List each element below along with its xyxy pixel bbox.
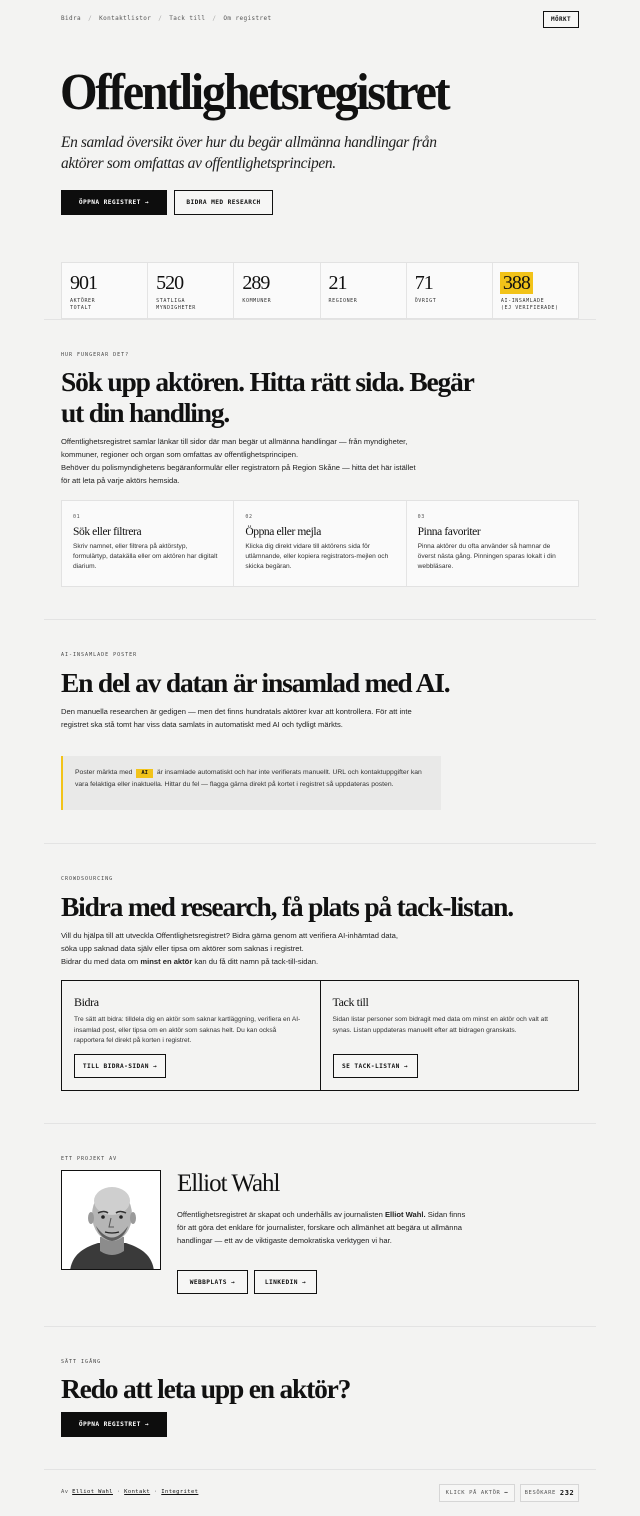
card-text: Tre sätt att bidra: tilldela dig en aktör som saknar kartläggning, verifiera en AI-insamlad post, eller tipsa om en aktör som saknas helt. Du kan också rapportera fel direkt på korten i registret. <box>74 1016 301 1044</box>
card-text: Sidan listar personer som bidragit med data om minst en aktör och valt att synas. Listan uppdateras manuellt efter att bidragen granskats. <box>332 1016 548 1034</box>
contribute-research-button[interactable]: BIDRA MED RESEARCH <box>174 190 273 215</box>
footer-dot: · <box>116 1489 121 1495</box>
hero-subtitle: En samlad översikt över hur du begär allmänna handlingar från aktörer som omfattas av offentlighetsprincipen. <box>61 134 437 172</box>
breadcrumb-kontaktlistor[interactable]: Kontaktlistor <box>99 15 152 22</box>
visitor-label: BESÖKARE <box>524 1490 556 1496</box>
footer-links <box>61 1489 198 1495</box>
crowd-text: Vill du hjälpa till att utveckla Offentlighetsregistret? Bidra gärna genom att verifiera AI-inhämtad data, söka upp saknad data själv eller tipsa om aktörer som saknas i registret. <box>61 931 398 953</box>
card-thanks <box>321 981 579 1090</box>
author-bio-name: Elliot Wahl. <box>384 1210 426 1219</box>
click-actor-counter <box>439 1484 515 1502</box>
footer-privacy-link[interactable]: Integritet <box>161 1489 199 1495</box>
footer-dot: · <box>153 1489 158 1495</box>
visitor-counter <box>520 1484 579 1502</box>
ai-badge: AI <box>136 769 153 778</box>
footer-contact-link[interactable]: Kontakt <box>124 1489 151 1495</box>
author-portrait <box>61 1170 161 1270</box>
breadcrumb-separator: / <box>212 15 217 22</box>
breadcrumb-tack-till[interactable]: Tack till <box>169 15 206 22</box>
breadcrumb <box>61 15 272 22</box>
open-registry-button[interactable]: ÖPPNA REGISTRET → <box>61 190 167 215</box>
stat-authorities <box>148 263 234 318</box>
steps-grid <box>61 500 579 587</box>
stat-value: 388 <box>500 272 533 294</box>
crowd-text-part: kan du få ditt namn på tack-till-sidan. <box>194 957 319 966</box>
stat-label: STATLIGA MYNDIGHETER <box>156 298 196 311</box>
visitor-value: 232 <box>559 1489 575 1497</box>
ai-notice <box>61 756 441 810</box>
stat-label: AKTÖRER TOTALT <box>70 298 96 311</box>
see-thanks-list-button[interactable]: SE TACK-LISTAN → <box>333 1054 418 1078</box>
step-number: 01 <box>73 514 81 520</box>
linkedin-button[interactable]: LINKEDIN → <box>254 1270 317 1294</box>
card-title: Tack till <box>332 995 369 1009</box>
step-title: Öppna eller mejla <box>245 526 321 538</box>
step-number: 03 <box>417 514 425 520</box>
stats-bar <box>61 262 579 319</box>
step-open <box>234 501 406 586</box>
divider <box>44 843 596 844</box>
author-kicker: ETT PROJEKT AV <box>61 1156 118 1162</box>
stat-label: KOMMUNER <box>242 298 272 304</box>
author-name: Elliot Wahl <box>177 1170 280 1197</box>
cta-heading: Redo att leta upp en aktör? <box>61 1373 351 1404</box>
ai-text: Den manuella researchen är gedigen — men det finns hundratals aktörer kvar att kontrollera. För att inte registret ska stå tomt har viss data samlats in automatiskt med AI och tydligt märkts. <box>61 707 412 729</box>
step-number: 02 <box>245 514 253 520</box>
page-title: Offentlighetsregistret <box>60 64 449 121</box>
ai-heading: En del av datan är insamlad med AI. <box>61 667 450 698</box>
stat-value: 520 <box>156 272 184 294</box>
stat-label: REGIONER <box>328 298 358 304</box>
stat-label: ÖVRIGT <box>414 298 437 304</box>
portrait-image <box>62 1171 161 1270</box>
divider <box>44 1469 596 1470</box>
crowd-text-min <box>61 955 421 968</box>
step-text: Skriv namnet, eller filtrera på aktörstyp, formulärtyp, datakälla eller om aktören har digitalt diarium. <box>73 543 218 570</box>
divider <box>44 1123 596 1124</box>
crowd-text-bold: minst en aktör <box>140 957 193 966</box>
divider <box>44 619 596 620</box>
card-title: Bidra <box>74 995 99 1009</box>
stat-municipalities <box>234 263 320 318</box>
author-bio-text: Sidan finns för att göra det enklare för journalister, forskare och allmänhet att begära ut allmänna handlingar — ett av de viktigaste demokratiska verktygen vi har. <box>177 1210 466 1245</box>
step-title: Sök eller filtrera <box>73 526 142 538</box>
stat-other <box>407 263 493 318</box>
author-bio-text: Offentlighetsregistret är skapat och underhålls av journalisten <box>177 1210 383 1219</box>
step-text: Pinna aktörer du ofta använder så hamnar de överst nästa gång. Pinningen sparas lokalt i din webbläsare. <box>417 543 556 570</box>
to-contribute-page-button[interactable]: TILL BIDRA-SIDAN → <box>74 1054 166 1078</box>
stat-ai-collected <box>493 263 578 318</box>
divider <box>44 319 596 320</box>
how-heading: Sök upp aktören. Hitta rätt sida. Begär ut din handling. <box>61 366 474 428</box>
ai-kicker: AI-INSAMLADE POSTER <box>61 652 138 658</box>
dark-mode-toggle[interactable]: MÖRKT <box>543 11 579 28</box>
breadcrumb-om-registret[interactable]: Om registret <box>223 15 272 22</box>
cta-kicker: SÄTT IGÅNG <box>61 1359 102 1365</box>
stat-regions <box>321 263 407 318</box>
divider <box>44 1326 596 1327</box>
step-title: Pinna favoriter <box>417 526 481 538</box>
how-kicker: HUR FUNGERAR DET? <box>61 352 130 358</box>
stat-value: 901 <box>70 272 97 294</box>
breadcrumb-separator: / <box>158 15 163 22</box>
click-actor-label: KLICK PÅ AKTÖR <box>445 1490 501 1496</box>
crowd-heading: Bidra med research, få plats på tack-listan. <box>61 891 513 922</box>
footer-by: Av <box>61 1489 69 1495</box>
step-pin <box>407 501 578 586</box>
step-search <box>62 501 234 586</box>
breadcrumb-bidra[interactable]: Bidra <box>61 15 82 22</box>
step-text: Klicka dig direkt vidare till aktörens sida för utlämnande, eller kopiera registrators-mejlen och skicka begäran. <box>245 543 389 570</box>
crowd-kicker: CROWDSOURCING <box>61 876 114 882</box>
how-text-2: Behöver du polismyndighetens begäranformulär eller registratorn på Region Skåne — hitta det här istället för att leta på varje aktörs hemsida. <box>61 463 416 485</box>
crowd-cards <box>61 980 579 1091</box>
stat-value: 289 <box>242 272 270 294</box>
author-bio <box>177 1208 467 1247</box>
how-text-1: Offentlighetsregistret samlar länkar till sidor där man begär ut allmänna handlingar — från myndigheter, kommuner, regioner och organ som omfattas av offentlighetsprincipen. <box>61 437 408 459</box>
stat-total <box>62 263 148 318</box>
footer-author-link[interactable]: Elliot Wahl <box>72 1489 113 1495</box>
breadcrumb-separator: / <box>88 15 93 22</box>
stat-value: 21 <box>328 272 347 294</box>
open-registry-cta-button[interactable]: ÖPPNA REGISTRET → <box>61 1412 167 1437</box>
stat-value: 71 <box>414 272 433 294</box>
stat-label: AI-INSAMLADE (EJ VERIFIERADE) <box>500 298 559 311</box>
click-actor-value: — <box>504 1490 509 1496</box>
website-button[interactable]: WEBBPLATS → <box>177 1270 248 1294</box>
ai-notice-text: Poster märkta med <box>75 769 133 776</box>
card-contribute <box>62 981 321 1090</box>
ai-notice-text: är insamlade automatiskt och har inte verifierats manuellt. URL och kontaktuppgifter kan vara felaktiga eller inaktuella. Hittar du fel — flagga gärna direkt på kortet i registret så uppdateras posten. <box>75 769 422 788</box>
crowd-text-part: Bidrar du med data om <box>61 957 139 966</box>
